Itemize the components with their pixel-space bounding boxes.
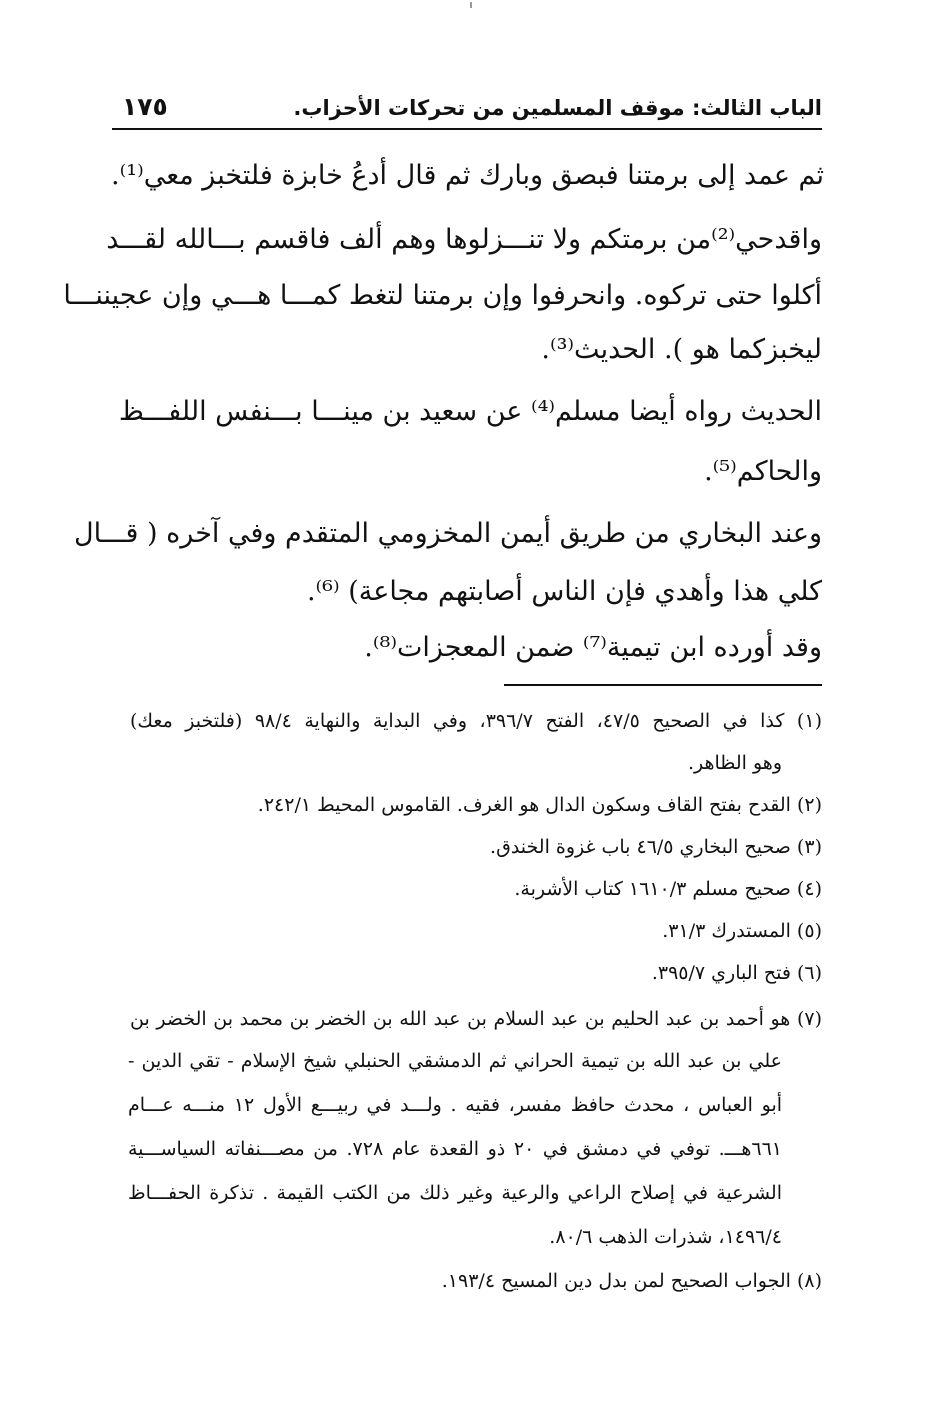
body-line: وقد أورده ابن تيمية⁽⁷⁾ ضمن المعجزات⁽⁸⁾. xyxy=(364,632,822,663)
footnote-line: (٨) الجواب الصحيح لمن بدل دين المسيح ١٩٣/٤. xyxy=(441,1270,822,1292)
footnote-line: علي بن عبد الله بن تيمية الحراني ثم الدمشقي الحنبلي شيخ الإسلام - تقي الدين - xyxy=(128,1050,782,1072)
body-line: كلي هذا وأهدي فإن الناس أصابتهم مجاعة) ⁽⁶⁾. xyxy=(306,576,822,607)
footnote-line: ٦٦١هـــ. توفي في دمشق في ٢٠ ذو القعدة عام ٧٢٨. من مصـــنفاته السياســـية xyxy=(128,1138,782,1160)
footnote-line: وهو الظاهر. xyxy=(687,752,782,774)
footnote-line: (٤) صحيح مسلم ١٦١٠/٣ كتاب الأشربة. xyxy=(514,878,822,900)
footnote-line: (٦) فتح الباري ٣٩٥/٧. xyxy=(651,962,822,984)
footnote-line: (٢) القدح بفتح القاف وسكون الدال هو الغرف. القاموس المحيط ٢٤٢/١. xyxy=(257,794,822,816)
body-line: ثم عمد إلى برمتنا فبصق وبارك ثم قال أدعُ خابزة فلتخبز معي⁽¹⁾. xyxy=(111,160,824,191)
body-line: أكلوا حتى تركوه. وانحرفوا وإن برمتنا لتغط كمـــا هـــي وإن عجيننـــا xyxy=(63,280,822,311)
footnote-line: (٧) هو أحمد بن عبد الحليم بن عبد السلام بن عبد الله بن الخضر بن محمد بن الخضر بن xyxy=(130,1008,822,1030)
body-line: ليخبزكما هو ). الحديث⁽³⁾. xyxy=(541,334,822,365)
footnote-line: (١) كذا في الصحيح ٤٧/٥، الفتح ٣٩٦/٧، وفي البداية والنهاية ٩٨/٤ (فلتخبز معك) xyxy=(130,710,822,732)
footnote-line: ١٤٩٦/٤، شذرات الذهب ٨٠/٦. xyxy=(549,1226,782,1248)
page-number: ١٧٥ xyxy=(122,92,168,121)
footnote-line: (٥) المستدرك ٣١/٣. xyxy=(662,920,822,942)
running-title: الباب الثالث: موقف المسلمين من تحركات الأحزاب. xyxy=(293,96,822,120)
footnote-separator xyxy=(504,684,822,686)
body-line: وعند البخاري من طريق أيمن المخزومي المتقدم وفي آخره ( قـــال xyxy=(73,518,822,549)
footnote-line: (٣) صحيح البخاري ٤٦/٥ باب غزوة الخندق. xyxy=(490,836,822,858)
scan-mark xyxy=(470,2,472,8)
body-line: واقدحي⁽²⁾من برمتكم ولا تنـــزلوها وهم ألف فاقسم بـــالله لقـــد xyxy=(106,224,822,255)
footnote-line: أبو العباس ، محدث حافظ مفسر، فقيه . ولـــد في ربيـــع الأول ١٢ منـــه عـــام xyxy=(128,1094,783,1116)
body-line: والحاكم⁽⁵⁾. xyxy=(704,456,822,487)
body-line: الحديث رواه أيضا مسلم⁽⁴⁾ عن سعيد بن مينـــا بـــنفس اللفـــظ xyxy=(118,396,822,427)
footnote-line: الشرعية في إصلاح الراعي والرعية وغير ذلك من الكتب القيمة . تذكرة الحفـــاظ xyxy=(128,1182,782,1204)
running-header xyxy=(112,92,822,130)
